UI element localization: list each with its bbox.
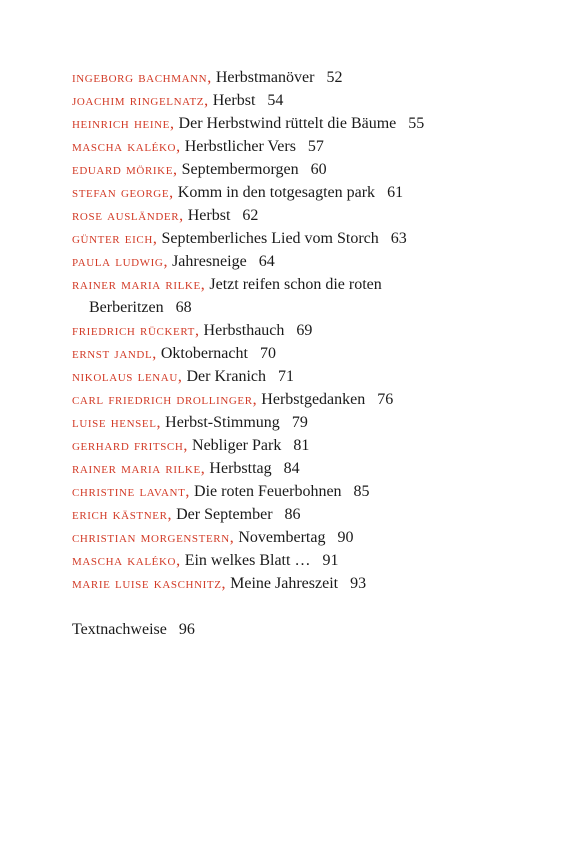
toc-title: Die roten Feuerbohnen <box>194 483 342 500</box>
toc-entry <box>72 89 542 112</box>
toc-author: friedrich rückert, <box>72 322 200 339</box>
toc-author: gerhard fritsch, <box>72 437 189 454</box>
toc-page-number: 69 <box>296 322 313 339</box>
toc-title: Herbsthauch <box>203 322 285 339</box>
toc-author: rainer maria rilke, <box>72 276 206 293</box>
toc-page-number: 68 <box>175 299 192 316</box>
toc-author: rainer maria rilke, <box>72 460 206 477</box>
toc-title-cont: Berberitzen <box>89 299 164 316</box>
toc-entry <box>72 112 542 135</box>
toc-author: rose ausländer, <box>72 207 184 224</box>
toc-author: ernst jandl, <box>72 345 157 362</box>
toc-page-number: 52 <box>326 69 343 86</box>
toc-title: Herbstgedanken <box>261 391 366 408</box>
toc-page-number: 85 <box>353 483 370 500</box>
toc-page-number: 63 <box>390 230 407 247</box>
toc-entry <box>72 480 542 503</box>
toc-title: Herbst <box>187 207 231 224</box>
toc-footer-entry <box>72 618 542 641</box>
toc-title: Septembermorgen <box>181 161 299 178</box>
table-of-contents <box>72 66 542 657</box>
toc-page-number: 86 <box>284 506 301 523</box>
toc-author: joachim ringelnatz, <box>72 92 209 109</box>
toc-title: Oktobernacht <box>160 345 248 362</box>
toc-page-number: 64 <box>258 253 275 270</box>
toc-title: Der Kranich <box>186 368 267 385</box>
toc-page-number: 70 <box>259 345 276 362</box>
toc-entry <box>72 135 542 158</box>
toc-title: Herbsttag <box>209 460 272 477</box>
toc-title: Novembertag <box>238 529 326 546</box>
toc-author: mascha kaléko, <box>72 552 181 569</box>
toc-title: Herbstmanöver <box>215 69 315 86</box>
toc-author: carl friedrich drollinger, <box>72 391 258 408</box>
toc-entry <box>72 158 542 181</box>
toc-entry <box>72 526 542 549</box>
toc-entry <box>72 227 542 250</box>
toc-title: Septemberliches Lied vom Storch <box>161 230 379 247</box>
toc-title: Nebliger Park <box>192 437 282 454</box>
toc-page-number: 71 <box>278 368 295 385</box>
toc-author: heinrich heine, <box>72 115 175 132</box>
toc-entry <box>72 342 542 365</box>
toc-author: luise hensel, <box>72 414 162 431</box>
toc-entry <box>72 66 542 89</box>
toc-author: marie luise kaschnitz, <box>72 575 227 592</box>
toc-entry <box>72 434 542 457</box>
toc-title: Der September <box>176 506 273 523</box>
toc-page-number: 90 <box>337 529 354 546</box>
toc-entry <box>72 181 542 204</box>
toc-author: christian morgenstern, <box>72 529 235 546</box>
toc-author: christine lavant, <box>72 483 191 500</box>
toc-page-number: 55 <box>408 115 425 132</box>
toc-entry <box>72 365 542 388</box>
toc-title: Ein welkes Blatt … <box>184 552 311 569</box>
toc-page-number: 79 <box>291 414 308 431</box>
toc-entry <box>72 457 542 480</box>
toc-title: Meine Jahreszeit <box>230 575 339 592</box>
toc-title: Der Herbstwind rüttelt die Bäume <box>178 115 397 132</box>
toc-entry <box>72 549 542 572</box>
toc-page-number: 61 <box>387 184 404 201</box>
toc-footer-title: Textnachweise <box>72 621 167 638</box>
toc-author: stefan george, <box>72 184 174 201</box>
toc-title: Herbst <box>212 92 256 109</box>
toc-entry <box>72 204 542 227</box>
toc-author: erich kästner, <box>72 506 173 523</box>
toc-page-number: 60 <box>310 161 327 178</box>
toc-entry <box>72 250 542 273</box>
toc-author: ingeborg bachmann, <box>72 69 212 86</box>
toc-title-continuation <box>72 296 542 319</box>
toc-title: Jahresneige <box>172 253 247 270</box>
toc-page-number: 62 <box>242 207 259 224</box>
toc-entry <box>72 411 542 434</box>
toc-entry <box>72 503 542 526</box>
toc-title: Herbst-Stimmung <box>165 414 280 431</box>
toc-page-number: 81 <box>293 437 310 454</box>
toc-page-number: 96 <box>178 621 195 638</box>
toc-entry <box>72 572 542 595</box>
toc-page-number: 57 <box>307 138 324 155</box>
toc-author: nikolaus lenau, <box>72 368 183 385</box>
toc-title: Herbstlicher Vers <box>184 138 296 155</box>
toc-title: Jetzt reifen schon die roten <box>209 276 382 293</box>
toc-author: eduard mörike, <box>72 161 178 178</box>
toc-entry <box>72 273 542 319</box>
toc-page-number: 76 <box>377 391 394 408</box>
toc-entry <box>72 388 542 411</box>
toc-page-number: 91 <box>322 552 339 569</box>
toc-author: mascha kaléko, <box>72 138 181 155</box>
toc-entry <box>72 319 542 342</box>
toc-page-number: 93 <box>350 575 367 592</box>
toc-page-number: 54 <box>267 92 284 109</box>
toc-author: günter eich, <box>72 230 158 247</box>
toc-page-number: 84 <box>283 460 300 477</box>
toc-title: Komm in den totgesagten park <box>177 184 376 201</box>
toc-author: paula ludwig, <box>72 253 169 270</box>
